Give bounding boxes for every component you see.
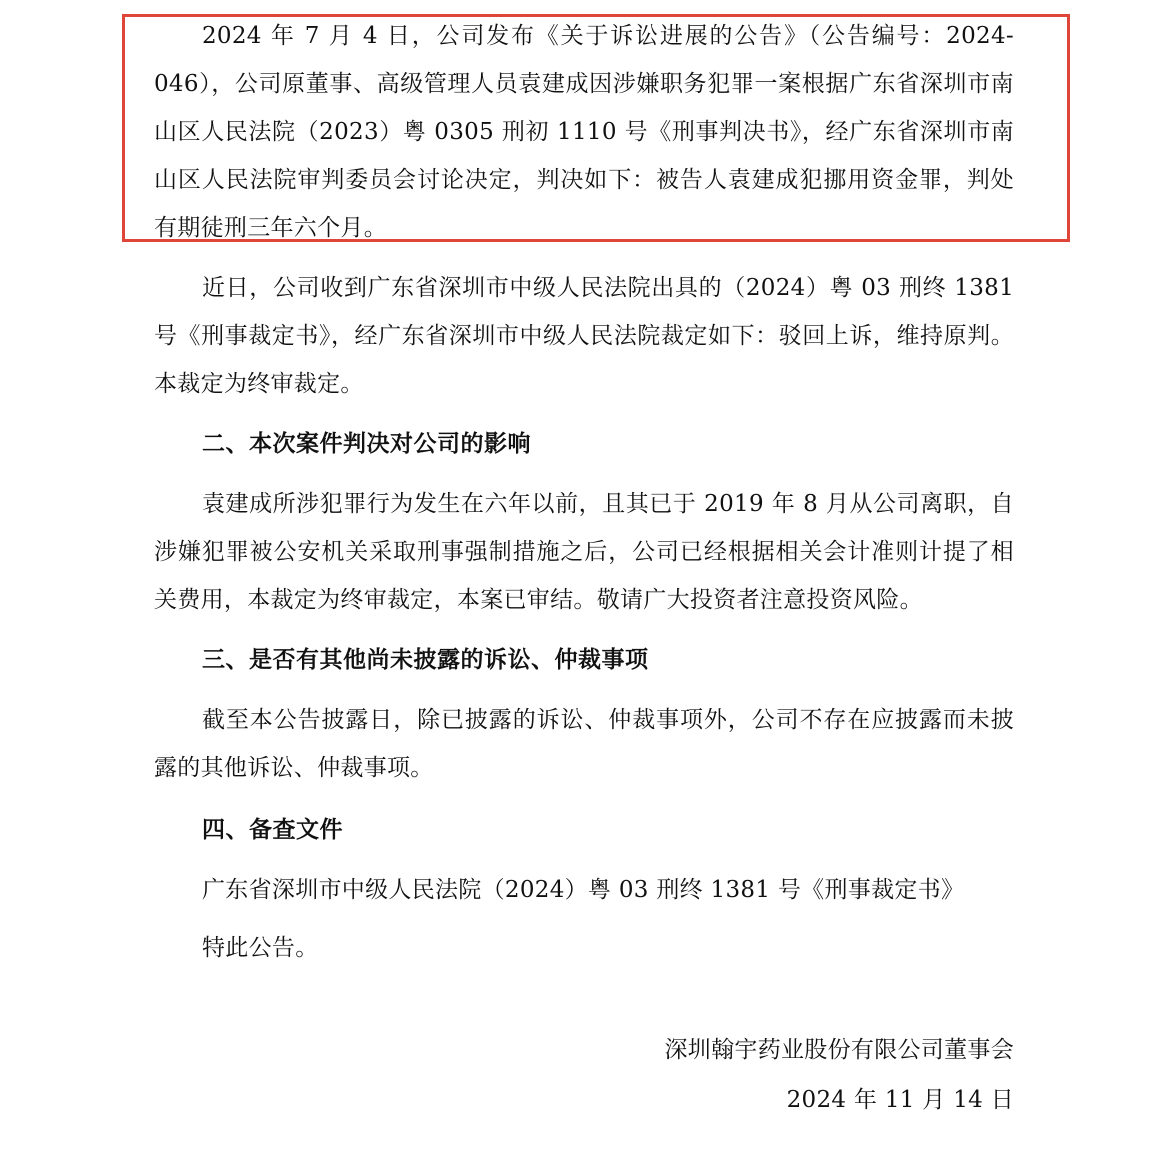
section-heading-impact: 二、本次案件判决对公司的影响: [202, 430, 531, 457]
section-heading-other-litigation: 三、是否有其他尚未披露的诉讼、仲裁事项: [202, 646, 649, 673]
paragraph-litigation-progress: 2024 年 7 月 4 日，公司发布《关于诉讼进展的公告》（公告编号：2024-046），公司原董事、高级管理人员袁建成因涉嫌职务犯罪一案根据广东省深圳市南山区人民法院（2023）粤 0305 刑初 1110 号《刑事判决书》，经广东省深圳市南山区人民法院审判委员会讨论决定，判决如下：被告人袁建成犯挪用资金罪，判处有期徒刑三年六个月。: [154, 23, 1014, 241]
document-date: 2024 年 11 月 14 日: [786, 1087, 1014, 1113]
paragraph-final-ruling: 近日，公司收到广东省深圳市中级人民法院出具的（2024）粤 03 刑终 1381 号《刑事裁定书》，经广东省深圳市中级人民法院裁定如下：驳回上诉，维持原判。本裁定为终审裁定。: [154, 275, 1014, 397]
paragraph-impact: 袁建成所涉犯罪行为发生在六年以前，且其已于 2019 年 8 月从公司离职，自涉嫌犯罪被公安机关采取刑事强制措施之后，公司已经根据相关会计准则计提了相关费用，本裁定为终审裁定，本案已审结。敬请广大投资者注意投资风险。: [154, 491, 1014, 613]
closing-statement: 特此公告。: [202, 935, 319, 961]
section-heading-reference-files: 四、备查文件: [202, 816, 343, 843]
paragraph-other-litigation: 截至本公告披露日，除已披露的诉讼、仲裁事项外，公司不存在应披露而未披露的其他诉讼、仲裁事项。: [154, 707, 1014, 781]
reference-file-item: 广东省深圳市中级人民法院（2024）粤 03 刑终 1381 号《刑事裁定书》: [202, 877, 965, 903]
signature-board: 深圳翰宇药业股份有限公司董事会: [664, 1037, 1014, 1063]
